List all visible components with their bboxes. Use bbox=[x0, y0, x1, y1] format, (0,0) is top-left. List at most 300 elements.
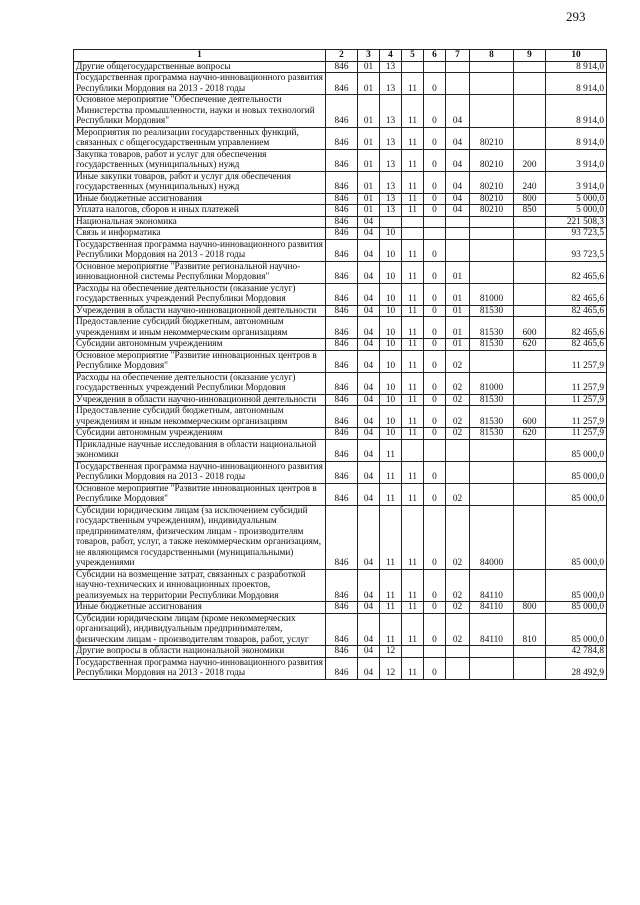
subprogram-cell bbox=[424, 216, 446, 228]
direction-cell bbox=[470, 73, 514, 95]
subprogram-cell: 0 bbox=[424, 193, 446, 205]
section-cell: 04 bbox=[358, 657, 380, 679]
row-name-cell: Основное мероприятие "Развитие инновационных центров в Республике Мордовия" bbox=[74, 350, 326, 372]
subprogram-cell bbox=[424, 228, 446, 240]
amount-cell: 3 914,0 bbox=[546, 171, 607, 193]
table-row bbox=[74, 339, 607, 351]
code-cell: 846 bbox=[326, 127, 358, 149]
direction-cell: 81530 bbox=[470, 394, 514, 406]
amount-cell: 93 723,5 bbox=[546, 228, 607, 240]
measure-cell: 04 bbox=[446, 205, 470, 217]
measure-cell: 02 bbox=[446, 394, 470, 406]
subprogram-cell bbox=[424, 646, 446, 658]
amount-cell: 8 914,0 bbox=[546, 73, 607, 95]
measure-cell bbox=[446, 461, 470, 483]
budget-table bbox=[73, 49, 607, 680]
page-number: 293 bbox=[566, 9, 586, 24]
table-row bbox=[74, 228, 607, 240]
table-row bbox=[74, 205, 607, 217]
subsection-cell: 13 bbox=[380, 193, 402, 205]
row-name-cell: Основное мероприятие "Обеспечение деятельности Министерства промышленности, науки и новых технологий Республики Мордовия" bbox=[74, 95, 326, 128]
expense-type-cell bbox=[514, 439, 546, 461]
expense-type-cell bbox=[514, 73, 546, 95]
expense-type-cell bbox=[514, 505, 546, 569]
direction-cell: 84110 bbox=[470, 602, 514, 614]
row-name-cell: Субсидии юридическим лицам (кроме некоммерческих организаций), индивидуальным предпринимателям, физическим лицам - производителям товаров, работ, услуг bbox=[74, 613, 326, 646]
measure-cell: 01 bbox=[446, 261, 470, 283]
subsection-cell: 13 bbox=[380, 127, 402, 149]
code-cell: 846 bbox=[326, 646, 358, 658]
measure-cell: 02 bbox=[446, 350, 470, 372]
row-name-cell: Иные бюджетные ассигнования bbox=[74, 602, 326, 614]
amount-cell: 8 914,0 bbox=[546, 61, 607, 73]
subprogram-cell: 0 bbox=[424, 149, 446, 171]
program-cell: 11 bbox=[402, 95, 424, 128]
direction-cell bbox=[470, 261, 514, 283]
table-row bbox=[74, 613, 607, 646]
expense-type-cell: 850 bbox=[514, 205, 546, 217]
column-header: 3 bbox=[358, 50, 380, 62]
table-row bbox=[74, 171, 607, 193]
section-cell: 01 bbox=[358, 205, 380, 217]
section-cell: 04 bbox=[358, 613, 380, 646]
measure-cell: 04 bbox=[446, 171, 470, 193]
amount-cell: 85 000,0 bbox=[546, 602, 607, 614]
subprogram-cell bbox=[424, 439, 446, 461]
measure-cell bbox=[446, 228, 470, 240]
code-cell: 846 bbox=[326, 193, 358, 205]
subprogram-cell: 0 bbox=[424, 406, 446, 428]
amount-cell: 11 257,9 bbox=[546, 406, 607, 428]
program-cell: 11 bbox=[402, 461, 424, 483]
measure-cell: 01 bbox=[446, 339, 470, 351]
subsection-cell: 11 bbox=[380, 505, 402, 569]
amount-cell: 8 914,0 bbox=[546, 95, 607, 128]
subsection-cell: 10 bbox=[380, 428, 402, 440]
direction-cell bbox=[470, 657, 514, 679]
amount-cell: 8 914,0 bbox=[546, 127, 607, 149]
program-cell: 11 bbox=[402, 394, 424, 406]
table-row bbox=[74, 569, 607, 602]
column-header: 4 bbox=[380, 50, 402, 62]
code-cell: 846 bbox=[326, 171, 358, 193]
expense-type-cell bbox=[514, 216, 546, 228]
direction-cell bbox=[470, 350, 514, 372]
row-name-cell: Субсидии юридическим лицам (за исключением субсидий государственным учреждениям), индивидуальным предпринимателям, физическим лицам - производителям товаров, работ, услуг, а также некоммерческим организациям, не являющимся государственными (муниципальными) учреждениями bbox=[74, 505, 326, 569]
amount-cell: 11 257,9 bbox=[546, 394, 607, 406]
measure-cell: 02 bbox=[446, 505, 470, 569]
direction-cell: 81530 bbox=[470, 305, 514, 317]
measure-cell: 02 bbox=[446, 613, 470, 646]
column-header: 8 bbox=[470, 50, 514, 62]
subsection-cell: 13 bbox=[380, 205, 402, 217]
measure-cell bbox=[446, 216, 470, 228]
program-cell: 11 bbox=[402, 317, 424, 339]
subprogram-cell: 0 bbox=[424, 428, 446, 440]
row-name-cell: Государственная программа научно-инновационного развития Республики Мордовия на 2013 - 2018 годы bbox=[74, 657, 326, 679]
measure-cell bbox=[446, 61, 470, 73]
subprogram-cell: 0 bbox=[424, 171, 446, 193]
measure-cell bbox=[446, 239, 470, 261]
program-cell bbox=[402, 216, 424, 228]
table-row bbox=[74, 61, 607, 73]
program-cell: 11 bbox=[402, 613, 424, 646]
row-name-cell: Государственная программа научно-инновационного развития Республики Мордовия на 2013 - 2018 годы bbox=[74, 73, 326, 95]
expense-type-cell bbox=[514, 657, 546, 679]
amount-cell: 93 723,5 bbox=[546, 239, 607, 261]
section-cell: 04 bbox=[358, 569, 380, 602]
measure-cell: 04 bbox=[446, 149, 470, 171]
direction-cell: 84110 bbox=[470, 569, 514, 602]
section-cell: 04 bbox=[358, 228, 380, 240]
subprogram-cell: 0 bbox=[424, 261, 446, 283]
section-cell: 04 bbox=[358, 317, 380, 339]
row-name-cell: Другие вопросы в области национальной экономики bbox=[74, 646, 326, 658]
program-cell: 11 bbox=[402, 657, 424, 679]
measure-cell: 02 bbox=[446, 483, 470, 505]
expense-type-cell: 810 bbox=[514, 613, 546, 646]
code-cell: 846 bbox=[326, 283, 358, 305]
column-header: 9 bbox=[514, 50, 546, 62]
column-header: 6 bbox=[424, 50, 446, 62]
code-cell: 846 bbox=[326, 483, 358, 505]
program-cell: 11 bbox=[402, 239, 424, 261]
subsection-cell: 10 bbox=[380, 283, 402, 305]
subprogram-cell: 0 bbox=[424, 569, 446, 602]
subsection-cell bbox=[380, 216, 402, 228]
table-row bbox=[74, 261, 607, 283]
code-cell: 846 bbox=[326, 239, 358, 261]
row-name-cell: Государственная программа научно-инновационного развития Республики Мордовия на 2013 - 2018 годы bbox=[74, 239, 326, 261]
expense-type-cell: 800 bbox=[514, 602, 546, 614]
subprogram-cell: 0 bbox=[424, 350, 446, 372]
direction-cell: 80210 bbox=[470, 171, 514, 193]
expense-type-cell bbox=[514, 283, 546, 305]
amount-cell: 85 000,0 bbox=[546, 613, 607, 646]
expense-type-cell bbox=[514, 569, 546, 602]
amount-cell: 82 465,6 bbox=[546, 305, 607, 317]
subsection-cell: 11 bbox=[380, 483, 402, 505]
section-cell: 04 bbox=[358, 283, 380, 305]
expense-type-cell bbox=[514, 350, 546, 372]
subsection-cell: 13 bbox=[380, 171, 402, 193]
expense-type-cell bbox=[514, 61, 546, 73]
subsection-cell: 10 bbox=[380, 305, 402, 317]
section-cell: 01 bbox=[358, 171, 380, 193]
direction-cell: 81530 bbox=[470, 317, 514, 339]
subsection-cell: 11 bbox=[380, 602, 402, 614]
subprogram-cell: 0 bbox=[424, 461, 446, 483]
code-cell: 846 bbox=[326, 205, 358, 217]
code-cell: 846 bbox=[326, 61, 358, 73]
row-name-cell: Предоставление субсидий бюджетным, автономным учреждениям и иным некоммерческим организациям bbox=[74, 406, 326, 428]
expense-type-cell bbox=[514, 394, 546, 406]
direction-cell bbox=[470, 216, 514, 228]
measure-cell bbox=[446, 73, 470, 95]
expense-type-cell bbox=[514, 95, 546, 128]
section-cell: 04 bbox=[358, 505, 380, 569]
direction-cell: 81530 bbox=[470, 428, 514, 440]
table-row bbox=[74, 406, 607, 428]
subprogram-cell: 0 bbox=[424, 127, 446, 149]
program-cell: 11 bbox=[402, 193, 424, 205]
program-cell: 11 bbox=[402, 305, 424, 317]
subprogram-cell: 0 bbox=[424, 372, 446, 394]
section-cell: 04 bbox=[358, 483, 380, 505]
subsection-cell: 13 bbox=[380, 149, 402, 171]
row-name-cell: Субсидии на возмещение затрат, связанных с разработкой научно-технических и инновационных проектов, реализуемых на территории Республики Мордовия bbox=[74, 569, 326, 602]
subsection-cell: 13 bbox=[380, 73, 402, 95]
amount-cell: 221 508,3 bbox=[546, 216, 607, 228]
direction-cell: 80210 bbox=[470, 205, 514, 217]
measure-cell bbox=[446, 439, 470, 461]
direction-cell: 80210 bbox=[470, 193, 514, 205]
amount-cell: 85 000,0 bbox=[546, 439, 607, 461]
table-row bbox=[74, 657, 607, 679]
measure-cell: 04 bbox=[446, 193, 470, 205]
subprogram-cell: 0 bbox=[424, 317, 446, 339]
subprogram-cell: 0 bbox=[424, 394, 446, 406]
code-cell: 846 bbox=[326, 95, 358, 128]
table-row bbox=[74, 239, 607, 261]
row-name-cell: Основное мероприятие "Развитие инновационных центров в Республике Мордовия" bbox=[74, 483, 326, 505]
subsection-cell: 10 bbox=[380, 339, 402, 351]
section-cell: 04 bbox=[358, 372, 380, 394]
direction-cell: 84000 bbox=[470, 505, 514, 569]
table-row bbox=[74, 646, 607, 658]
amount-cell: 85 000,0 bbox=[546, 505, 607, 569]
expense-type-cell bbox=[514, 646, 546, 658]
section-cell: 04 bbox=[358, 461, 380, 483]
section-cell: 04 bbox=[358, 339, 380, 351]
section-cell: 01 bbox=[358, 149, 380, 171]
measure-cell bbox=[446, 657, 470, 679]
subsection-cell: 10 bbox=[380, 394, 402, 406]
section-cell: 04 bbox=[358, 216, 380, 228]
expense-type-cell: 600 bbox=[514, 406, 546, 428]
direction-cell bbox=[470, 95, 514, 128]
row-name-cell: Мероприятия по реализации государственных функций, связанных с общегосударственным управлением bbox=[74, 127, 326, 149]
amount-cell: 82 465,6 bbox=[546, 261, 607, 283]
code-cell: 846 bbox=[326, 149, 358, 171]
code-cell: 846 bbox=[326, 613, 358, 646]
direction-cell: 80210 bbox=[470, 127, 514, 149]
row-name-cell: Прикладные научные исследования в области национальной экономики bbox=[74, 439, 326, 461]
row-name-cell: Субсидии автономным учреждениям bbox=[74, 339, 326, 351]
subprogram-cell: 0 bbox=[424, 657, 446, 679]
program-cell: 11 bbox=[402, 171, 424, 193]
code-cell: 846 bbox=[326, 461, 358, 483]
subsection-cell: 10 bbox=[380, 228, 402, 240]
subprogram-cell: 0 bbox=[424, 95, 446, 128]
section-cell: 04 bbox=[358, 305, 380, 317]
subprogram-cell: 0 bbox=[424, 613, 446, 646]
subprogram-cell: 0 bbox=[424, 602, 446, 614]
program-cell: 11 bbox=[402, 261, 424, 283]
subsection-cell: 11 bbox=[380, 569, 402, 602]
table-row bbox=[74, 193, 607, 205]
section-cell: 04 bbox=[358, 350, 380, 372]
subprogram-cell: 0 bbox=[424, 283, 446, 305]
column-header: 1 bbox=[74, 50, 326, 62]
table-row bbox=[74, 127, 607, 149]
subprogram-cell: 0 bbox=[424, 483, 446, 505]
expense-type-cell bbox=[514, 261, 546, 283]
measure-cell: 02 bbox=[446, 602, 470, 614]
program-cell: 11 bbox=[402, 205, 424, 217]
table-header-row bbox=[74, 50, 607, 62]
expense-type-cell: 240 bbox=[514, 171, 546, 193]
code-cell: 846 bbox=[326, 317, 358, 339]
program-cell: 11 bbox=[402, 483, 424, 505]
program-cell: 11 bbox=[402, 73, 424, 95]
section-cell: 04 bbox=[358, 428, 380, 440]
direction-cell bbox=[470, 483, 514, 505]
table-row bbox=[74, 149, 607, 171]
subsection-cell: 11 bbox=[380, 461, 402, 483]
subsection-cell: 13 bbox=[380, 61, 402, 73]
code-cell: 846 bbox=[326, 73, 358, 95]
amount-cell: 5 000,0 bbox=[546, 193, 607, 205]
code-cell: 846 bbox=[326, 505, 358, 569]
column-header: 10 bbox=[546, 50, 607, 62]
direction-cell bbox=[470, 646, 514, 658]
program-cell: 11 bbox=[402, 372, 424, 394]
table-row bbox=[74, 461, 607, 483]
code-cell: 846 bbox=[326, 394, 358, 406]
column-header: 5 bbox=[402, 50, 424, 62]
section-cell: 01 bbox=[358, 193, 380, 205]
expense-type-cell: 600 bbox=[514, 317, 546, 339]
table-row bbox=[74, 428, 607, 440]
expense-type-cell: 200 bbox=[514, 149, 546, 171]
subsection-cell: 10 bbox=[380, 239, 402, 261]
program-cell: 11 bbox=[402, 505, 424, 569]
section-cell: 04 bbox=[358, 602, 380, 614]
subsection-cell: 12 bbox=[380, 657, 402, 679]
program-cell: 11 bbox=[402, 127, 424, 149]
section-cell: 01 bbox=[358, 61, 380, 73]
code-cell: 846 bbox=[326, 569, 358, 602]
table-row bbox=[74, 305, 607, 317]
expense-type-cell bbox=[514, 228, 546, 240]
direction-cell bbox=[470, 228, 514, 240]
expense-type-cell bbox=[514, 127, 546, 149]
subsection-cell: 10 bbox=[380, 350, 402, 372]
program-cell bbox=[402, 61, 424, 73]
direction-cell: 81530 bbox=[470, 339, 514, 351]
measure-cell: 02 bbox=[446, 372, 470, 394]
measure-cell: 02 bbox=[446, 406, 470, 428]
row-name-cell: Иные закупки товаров, работ и услуг для обеспечения государственных (муниципальных) нужд bbox=[74, 171, 326, 193]
expense-type-cell bbox=[514, 372, 546, 394]
direction-cell bbox=[470, 439, 514, 461]
table-row bbox=[74, 602, 607, 614]
direction-cell: 81000 bbox=[470, 283, 514, 305]
code-cell: 846 bbox=[326, 261, 358, 283]
amount-cell: 82 465,6 bbox=[546, 339, 607, 351]
direction-cell bbox=[470, 239, 514, 261]
measure-cell bbox=[446, 646, 470, 658]
row-name-cell: Учреждения в области научно-инновационной деятельности bbox=[74, 394, 326, 406]
subprogram-cell: 0 bbox=[424, 339, 446, 351]
program-cell bbox=[402, 228, 424, 240]
subprogram-cell: 0 bbox=[424, 73, 446, 95]
program-cell: 11 bbox=[402, 406, 424, 428]
direction-cell: 84110 bbox=[470, 613, 514, 646]
row-name-cell: Уплата налогов, сборов и иных платежей bbox=[74, 205, 326, 217]
section-cell: 04 bbox=[358, 646, 380, 658]
table-row bbox=[74, 95, 607, 128]
amount-cell: 85 000,0 bbox=[546, 461, 607, 483]
table-row bbox=[74, 73, 607, 95]
code-cell: 846 bbox=[326, 428, 358, 440]
code-cell: 846 bbox=[326, 372, 358, 394]
row-name-cell: Субсидии автономным учреждениям bbox=[74, 428, 326, 440]
expense-type-cell bbox=[514, 461, 546, 483]
row-name-cell: Предоставление субсидий бюджетным, автономным учреждениям и иным некоммерческим организациям bbox=[74, 317, 326, 339]
direction-cell bbox=[470, 461, 514, 483]
subsection-cell: 11 bbox=[380, 439, 402, 461]
subprogram-cell: 0 bbox=[424, 239, 446, 261]
amount-cell: 5 000,0 bbox=[546, 205, 607, 217]
row-name-cell: Основное мероприятие "Развитие региональной научно-инновационной системы Республики Мордовия" bbox=[74, 261, 326, 283]
program-cell: 11 bbox=[402, 569, 424, 602]
subsection-cell: 10 bbox=[380, 261, 402, 283]
code-cell: 846 bbox=[326, 439, 358, 461]
code-cell: 846 bbox=[326, 602, 358, 614]
code-cell: 846 bbox=[326, 350, 358, 372]
measure-cell: 01 bbox=[446, 283, 470, 305]
direction-cell: 81000 bbox=[470, 372, 514, 394]
row-name-cell: Иные бюджетные ассигнования bbox=[74, 193, 326, 205]
row-name-cell: Связь и информатика bbox=[74, 228, 326, 240]
section-cell: 01 bbox=[358, 95, 380, 128]
subprogram-cell bbox=[424, 61, 446, 73]
program-cell: 11 bbox=[402, 339, 424, 351]
column-header: 2 bbox=[326, 50, 358, 62]
measure-cell: 01 bbox=[446, 305, 470, 317]
measure-cell: 02 bbox=[446, 569, 470, 602]
row-name-cell: Государственная программа научно-инновационного развития Республики Мордовия на 2013 - 2018 годы bbox=[74, 461, 326, 483]
expense-type-cell: 620 bbox=[514, 339, 546, 351]
row-name-cell: Национальная экономика bbox=[74, 216, 326, 228]
program-cell bbox=[402, 439, 424, 461]
section-cell: 04 bbox=[358, 239, 380, 261]
program-cell: 11 bbox=[402, 350, 424, 372]
code-cell: 846 bbox=[326, 406, 358, 428]
subsection-cell: 10 bbox=[380, 317, 402, 339]
expense-type-cell: 800 bbox=[514, 193, 546, 205]
table-row bbox=[74, 372, 607, 394]
amount-cell: 85 000,0 bbox=[546, 569, 607, 602]
table-row bbox=[74, 394, 607, 406]
row-name-cell: Закупка товаров, работ и услуг для обеспечения государственных (муниципальных) нужд bbox=[74, 149, 326, 171]
direction-cell: 81530 bbox=[470, 406, 514, 428]
code-cell: 846 bbox=[326, 305, 358, 317]
row-name-cell: Расходы на обеспечение деятельности (оказание услуг) государственных учреждений Республики Мордовия bbox=[74, 372, 326, 394]
section-cell: 01 bbox=[358, 127, 380, 149]
measure-cell: 01 bbox=[446, 317, 470, 339]
amount-cell: 11 257,9 bbox=[546, 372, 607, 394]
subprogram-cell: 0 bbox=[424, 505, 446, 569]
measure-cell: 04 bbox=[446, 127, 470, 149]
subsection-cell: 12 bbox=[380, 646, 402, 658]
section-cell: 04 bbox=[358, 406, 380, 428]
expense-type-cell bbox=[514, 239, 546, 261]
amount-cell: 82 465,6 bbox=[546, 317, 607, 339]
table-row bbox=[74, 439, 607, 461]
